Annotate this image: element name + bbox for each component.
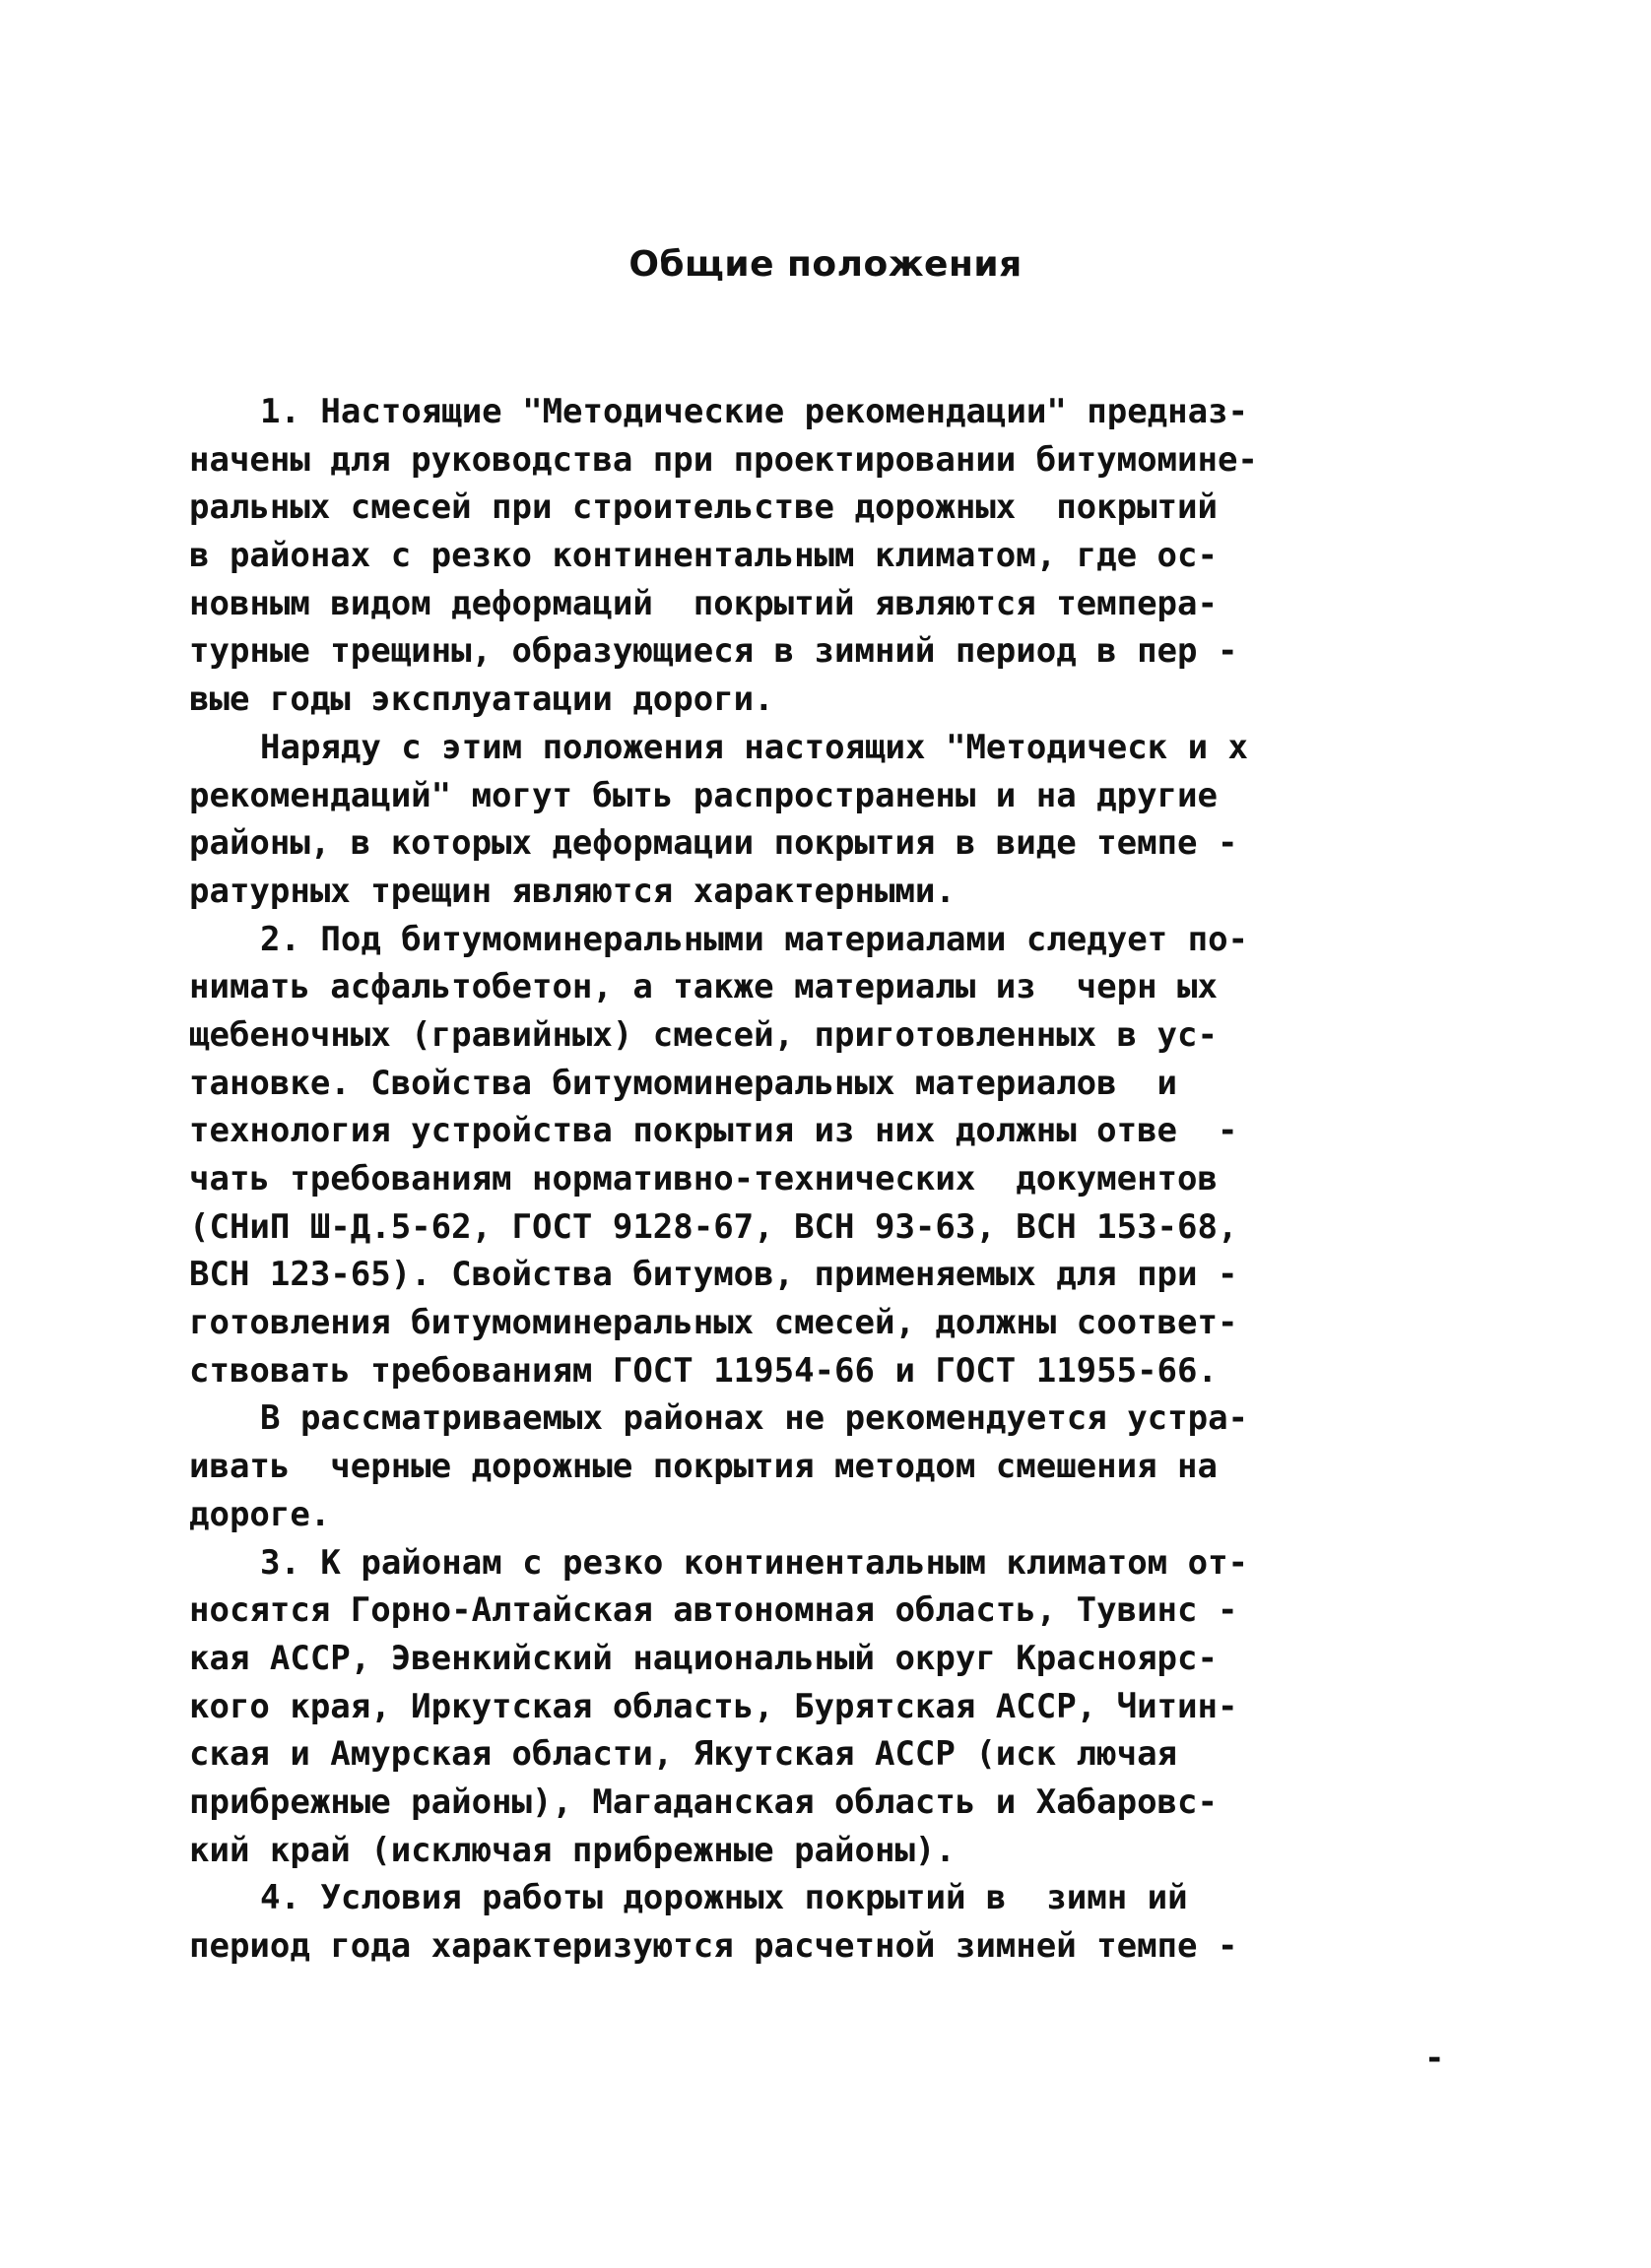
page-end-mark: - (1424, 2039, 1445, 2078)
page-title: Общие положения (628, 244, 1023, 285)
paragraph-line: кая АССР, Эвенкийский национальный округ Красноярс- (189, 1638, 1218, 1678)
paragraph-line: дороге. (189, 1494, 331, 1534)
paragraph-line: ская и Амурская области, Якутская АССР (иск лючая (189, 1734, 1178, 1775)
paragraph-line: новным видом деформаций покрытий являются темпера- (189, 583, 1218, 623)
paragraph-line: ральных смесей при строительстве дорожных покрытий (189, 487, 1218, 528)
paragraph-line: технология устройства покрытия из них должны отве - (189, 1111, 1238, 1151)
paragraph-line: тановке. Свойства битумоминеральных материалов и (189, 1063, 1178, 1103)
paragraph-line: (СНиП Ш-Д.5-62, ГОСТ 9128-67, ВСН 93-63, ВСН 153-68, (189, 1206, 1238, 1247)
paragraph-line: 4. Условия работы дорожных покрытий в зимн ий (260, 1878, 1188, 1918)
paragraph-line: кий край (исключая прибрежные районы). (189, 1830, 956, 1870)
paragraph-line: Наряду с этим положения настоящих "Методическ и х (260, 727, 1249, 767)
paragraph-line: В рассматриваемых районах не рекомендуется устра- (260, 1398, 1249, 1439)
body-text (189, 388, 1450, 1971)
paragraph-line: ствовать требованиям ГОСТ 11954-66 и ГОСТ 11955-66. (189, 1350, 1218, 1391)
paragraph-line: готовления битумоминеральных смесей, должны соответ- (189, 1303, 1238, 1343)
paragraph-line: ивать черные дорожные покрытия методом смешения на (189, 1447, 1218, 1487)
paragraph-line: в районах с резко континентальным климатом, где ос- (189, 536, 1218, 576)
paragraph-line: ратурных трещин являются характерными. (189, 871, 956, 911)
paragraph-line: период года характеризуются расчетной зимней темпе - (189, 1926, 1238, 1966)
paragraph-line: районы, в которых деформации покрытия в виде темпе - (189, 823, 1238, 864)
paragraph-line: нимать асфальтобетон, а также материалы из черн ых (189, 967, 1218, 1007)
paragraph-line: вые годы эксплуатации дороги. (189, 680, 774, 720)
paragraph-line: носятся Горно-Алтайская автономная область, Тувинс - (189, 1590, 1238, 1631)
paragraph-line: 2. Под битумоминеральными материалами следует по- (260, 919, 1249, 959)
paragraph-line: 1. Настоящие "Методические рекомендации" предназ- (260, 392, 1249, 431)
paragraph-line: начены для руководства при проектировании битумомине- (189, 439, 1258, 480)
paragraph-line: ВСН 123-65). Свойства битумов, применяемых для при - (189, 1255, 1238, 1295)
paragraph-line: прибрежные районы), Магаданская область и Хабаровс- (189, 1782, 1218, 1822)
paragraph-line: щебеночных (гравийных) смесей, приготовленных в ус- (189, 1014, 1218, 1055)
paragraph-line: турные трещины, образующиеся в зимний период в пер - (189, 631, 1238, 672)
paragraph-line: кого края, Иркутская область, Бурятская АССР, Читин- (189, 1686, 1238, 1726)
paragraph-line: чать требованиям нормативно-технических документов (189, 1159, 1218, 1199)
paragraph-line: 3. К районам с резко континентальным климатом от- (260, 1542, 1249, 1583)
paragraph-line: рекомендаций" могут быть распространены и на другие (189, 775, 1218, 815)
